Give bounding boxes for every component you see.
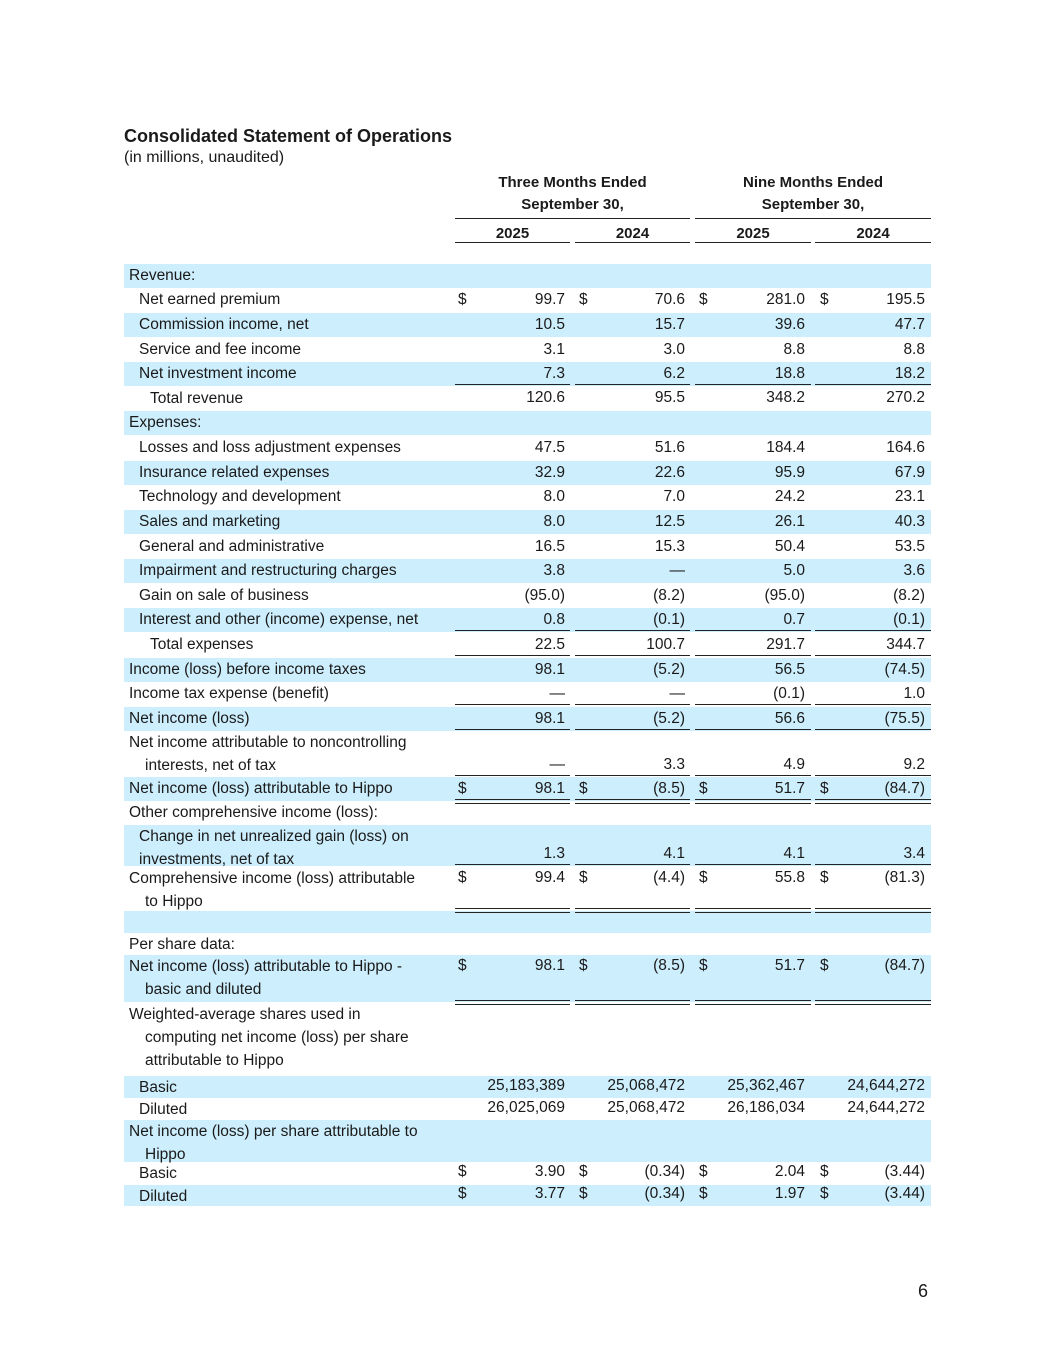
dollar-sign: $ <box>579 957 588 974</box>
row-label: Diluted <box>139 1101 188 1118</box>
cell-value: 22.6 <box>654 464 685 481</box>
row-label: to Hippo <box>145 893 203 910</box>
cell-value: 98.1 <box>534 710 565 727</box>
cell-value: 32.9 <box>534 464 565 481</box>
cell-value: 47.5 <box>534 439 565 456</box>
cell-value: 164.6 <box>886 439 925 456</box>
row-label: Net earned premium <box>139 291 281 308</box>
underline <box>455 655 570 656</box>
row-label: Revenue: <box>129 267 196 284</box>
cell-value: 39.6 <box>774 316 805 333</box>
row-label: Gain on sale of business <box>139 587 309 604</box>
row-label: Impairment and restructuring charges <box>139 562 397 579</box>
cell-value: 56.6 <box>774 710 805 727</box>
cell-value: 98.1 <box>534 780 565 797</box>
cell-value: 10.5 <box>534 316 565 333</box>
double-underline <box>695 1000 811 1005</box>
cell-value: (84.7) <box>884 780 925 797</box>
cell-value: (8.5) <box>653 957 685 974</box>
column-group-line2: September 30, <box>761 196 865 213</box>
underline <box>815 864 931 865</box>
cell-value: 7.0 <box>663 488 685 505</box>
row-band <box>124 411 931 435</box>
cell-value: 3.3 <box>663 756 685 773</box>
column-group-line2: September 30, <box>521 196 624 213</box>
cell-value: (8.2) <box>893 587 925 604</box>
underline <box>575 655 690 656</box>
cell-value: (0.1) <box>893 611 925 628</box>
year-header: 2024 <box>815 226 931 243</box>
cell-value: (4.4) <box>653 869 685 886</box>
double-underline <box>815 1000 931 1005</box>
cell-value: 25,183,389 <box>487 1077 565 1094</box>
cell-value: 67.9 <box>894 464 925 481</box>
dollar-sign: $ <box>579 291 588 308</box>
underline <box>695 384 811 385</box>
cell-value: — <box>549 756 565 773</box>
cell-value: 23.1 <box>894 488 925 505</box>
cell-value: (0.1) <box>773 685 805 702</box>
row-label: Net income (loss) <box>129 710 250 727</box>
cell-value: 3.90 <box>534 1163 565 1180</box>
cell-value: (81.3) <box>884 869 925 886</box>
cell-value: 3.8 <box>543 562 565 579</box>
cell-value: 18.8 <box>774 365 805 382</box>
double-underline <box>815 799 931 804</box>
cell-value: (84.7) <box>884 957 925 974</box>
double-underline <box>575 1000 690 1005</box>
column-group-line1: Three Months Ended <box>498 174 647 191</box>
cell-value: 25,068,472 <box>607 1099 685 1116</box>
cell-value: 51.7 <box>774 957 805 974</box>
cell-value: 26,025,069 <box>487 1099 565 1116</box>
cell-value: 25,068,472 <box>607 1077 685 1094</box>
page-number: 6 <box>918 1281 929 1301</box>
cell-value: 6.2 <box>663 365 685 382</box>
cell-value: 1.97 <box>774 1185 805 1202</box>
dollar-sign: $ <box>579 1163 588 1180</box>
cell-value: 24,644,272 <box>847 1077 925 1094</box>
row-label: Technology and development <box>139 488 341 505</box>
cell-value: 270.2 <box>886 389 925 406</box>
cell-value: 56.5 <box>774 661 805 678</box>
underline <box>455 704 570 705</box>
cell-value: (8.5) <box>653 780 685 797</box>
double-underline <box>455 799 570 804</box>
row-label: interests, net of tax <box>145 757 276 774</box>
row-label: Comprehensive income (loss) attributable <box>129 870 416 887</box>
cell-value: (95.0) <box>524 587 565 604</box>
column-group-line1: Nine Months Ended <box>743 174 883 191</box>
cell-value: 16.5 <box>534 538 565 555</box>
underline <box>695 864 811 865</box>
cell-value: 348.2 <box>766 389 805 406</box>
cell-value: 55.8 <box>774 869 805 886</box>
underline <box>575 384 690 385</box>
row-label: Net income (loss) attributable to Hippo - <box>129 958 403 975</box>
row-label: Income tax expense (benefit) <box>129 685 329 702</box>
double-underline <box>575 799 690 804</box>
dollar-sign: $ <box>579 869 588 886</box>
cell-value: 1.3 <box>543 845 565 862</box>
row-label: attributable to Hippo <box>145 1052 284 1069</box>
dollar-sign: $ <box>820 1163 829 1180</box>
double-underline <box>695 799 811 804</box>
cell-value: 4.1 <box>663 845 685 862</box>
cell-value: (5.2) <box>653 710 685 727</box>
cell-value: 9.2 <box>903 756 925 773</box>
cell-value: (0.34) <box>644 1163 685 1180</box>
cell-value: 99.4 <box>534 869 565 886</box>
cell-value: 195.5 <box>886 291 925 308</box>
underline <box>455 729 570 730</box>
underline <box>815 775 931 776</box>
cell-value: 22.5 <box>534 636 565 653</box>
cell-value: (3.44) <box>884 1185 925 1202</box>
year-header: 2024 <box>575 226 690 243</box>
double-underline <box>695 908 811 913</box>
dollar-sign: $ <box>820 869 829 886</box>
cell-value: (75.5) <box>884 710 925 727</box>
row-label: Total expenses <box>150 636 254 653</box>
dollar-sign: $ <box>820 291 829 308</box>
underline <box>815 384 931 385</box>
row-label: Total revenue <box>150 390 244 407</box>
cell-value: 50.4 <box>774 538 805 555</box>
cell-value: 70.6 <box>654 291 685 308</box>
dollar-sign: $ <box>699 291 708 308</box>
double-underline <box>575 908 690 913</box>
row-label: Expenses: <box>129 414 202 431</box>
cell-value: 8.0 <box>543 513 565 530</box>
cell-value: 100.7 <box>646 636 685 653</box>
row-label: Basic <box>139 1079 177 1096</box>
cell-value: 26.1 <box>774 513 805 530</box>
underline <box>815 729 931 730</box>
dollar-sign: $ <box>458 1185 467 1202</box>
underline <box>575 775 690 776</box>
underline <box>455 630 570 631</box>
row-label: Commission income, net <box>139 316 309 333</box>
row-label: Losses and loss adjustment expenses <box>139 439 401 456</box>
underline <box>695 704 811 705</box>
row-label: Service and fee income <box>139 341 301 358</box>
row-label: Net income (loss) per share attributable to <box>129 1123 418 1140</box>
dollar-sign: $ <box>820 1185 829 1202</box>
row-label: Net investment income <box>139 365 297 382</box>
cell-value: 8.8 <box>903 341 925 358</box>
cell-value: (5.2) <box>653 661 685 678</box>
row-label: Per share data: <box>129 936 235 953</box>
cell-value: 120.6 <box>526 389 565 406</box>
page-title: Consolidated Statement of Operations <box>124 126 453 146</box>
dollar-sign: $ <box>699 780 708 797</box>
row-label: General and administrative <box>139 538 325 555</box>
underline <box>695 775 811 776</box>
underline <box>575 864 690 865</box>
cell-value: 4.1 <box>783 845 805 862</box>
cell-value: 51.6 <box>654 439 685 456</box>
underline <box>575 729 690 730</box>
cell-value: 7.3 <box>543 365 565 382</box>
cell-value: (95.0) <box>764 587 805 604</box>
underline <box>815 655 931 656</box>
cell-value: 26,186,034 <box>727 1099 805 1116</box>
dollar-sign: $ <box>699 869 708 886</box>
cell-value: 2.04 <box>774 1163 805 1180</box>
cell-value: (3.44) <box>884 1163 925 1180</box>
cell-value: 47.7 <box>894 316 925 333</box>
cell-value: 0.8 <box>543 611 565 628</box>
row-label: Diluted <box>139 1188 188 1205</box>
dollar-sign: $ <box>458 869 467 886</box>
row-label: Hippo <box>145 1146 186 1163</box>
cell-value: 18.2 <box>894 365 925 382</box>
underline <box>575 704 690 705</box>
row-band <box>124 911 931 933</box>
double-underline <box>455 1000 570 1005</box>
row-label: Net income (loss) attributable to Hippo <box>129 780 393 797</box>
cell-value: 25,362,467 <box>727 1077 805 1094</box>
cell-value: — <box>669 685 685 702</box>
underline <box>455 864 570 865</box>
dollar-sign: $ <box>458 780 467 797</box>
underline <box>455 775 570 776</box>
cell-value: (0.1) <box>653 611 685 628</box>
cell-value: 99.7 <box>534 291 565 308</box>
cell-value: 1.0 <box>903 685 925 702</box>
underline <box>695 655 811 656</box>
underline <box>455 384 570 385</box>
underline <box>695 729 811 730</box>
cell-value: 8.0 <box>543 488 565 505</box>
double-underline <box>455 908 570 913</box>
underline <box>695 630 811 631</box>
row-label: Other comprehensive income (loss): <box>129 804 378 821</box>
underline <box>815 704 931 705</box>
cell-value: 184.4 <box>766 439 805 456</box>
cell-value: 12.5 <box>654 513 685 530</box>
row-label: investments, net of tax <box>139 851 295 868</box>
cell-value: (8.2) <box>653 587 685 604</box>
cell-value: 98.1 <box>534 661 565 678</box>
row-label: Insurance related expenses <box>139 464 330 481</box>
cell-value: 51.7 <box>774 780 805 797</box>
year-header: 2025 <box>455 226 570 243</box>
dollar-sign: $ <box>458 957 467 974</box>
row-label: Weighted-average shares used in <box>129 1006 361 1023</box>
dollar-sign: $ <box>579 780 588 797</box>
cell-value: 5.0 <box>783 562 805 579</box>
dollar-sign: $ <box>699 1185 708 1202</box>
cell-value: 281.0 <box>766 291 805 308</box>
dollar-sign: $ <box>458 1163 467 1180</box>
row-label: Change in net unrealized gain (loss) on <box>139 828 409 845</box>
cell-value: 24.2 <box>774 488 805 505</box>
cell-value: 95.9 <box>774 464 805 481</box>
dollar-sign: $ <box>458 291 467 308</box>
cell-value: 344.7 <box>886 636 925 653</box>
cell-value: 3.4 <box>903 845 925 862</box>
cell-value: 40.3 <box>894 513 925 530</box>
cell-value: (74.5) <box>884 661 925 678</box>
row-label: computing net income (loss) per share <box>145 1029 409 1046</box>
cell-value: 3.6 <box>903 562 925 579</box>
dollar-sign: $ <box>699 1163 708 1180</box>
cell-value: 291.7 <box>766 636 805 653</box>
double-underline <box>815 908 931 913</box>
row-label: Basic <box>139 1165 177 1182</box>
cell-value: 95.5 <box>654 389 685 406</box>
cell-value: 53.5 <box>894 538 925 555</box>
row-band <box>124 264 931 288</box>
cell-value: (0.34) <box>644 1185 685 1202</box>
cell-value: 4.9 <box>783 756 805 773</box>
underline <box>815 630 931 631</box>
dollar-sign: $ <box>579 1185 588 1202</box>
cell-value: — <box>669 562 685 579</box>
page-subtitle: (in millions, unaudited) <box>124 149 285 166</box>
row-label: Interest and other (income) expense, net <box>139 611 419 628</box>
cell-value: 15.7 <box>654 316 685 333</box>
row-label: basic and diluted <box>145 981 262 998</box>
row-label: Net income attributable to noncontrolling <box>129 734 407 751</box>
cell-value: 0.7 <box>783 611 805 628</box>
cell-value: 98.1 <box>534 957 565 974</box>
cell-value: 3.1 <box>543 341 565 358</box>
cell-value: 24,644,272 <box>847 1099 925 1116</box>
cell-value: 3.0 <box>663 341 685 358</box>
cell-value: 3.77 <box>534 1185 565 1202</box>
year-header: 2025 <box>695 226 811 243</box>
cell-value: 15.3 <box>654 538 685 555</box>
dollar-sign: $ <box>699 957 708 974</box>
row-label: Sales and marketing <box>139 513 281 530</box>
dollar-sign: $ <box>820 957 829 974</box>
cell-value: 8.8 <box>783 341 805 358</box>
cell-value: — <box>549 685 565 702</box>
underline <box>575 630 690 631</box>
row-label: Income (loss) before income taxes <box>129 661 366 678</box>
dollar-sign: $ <box>820 780 829 797</box>
